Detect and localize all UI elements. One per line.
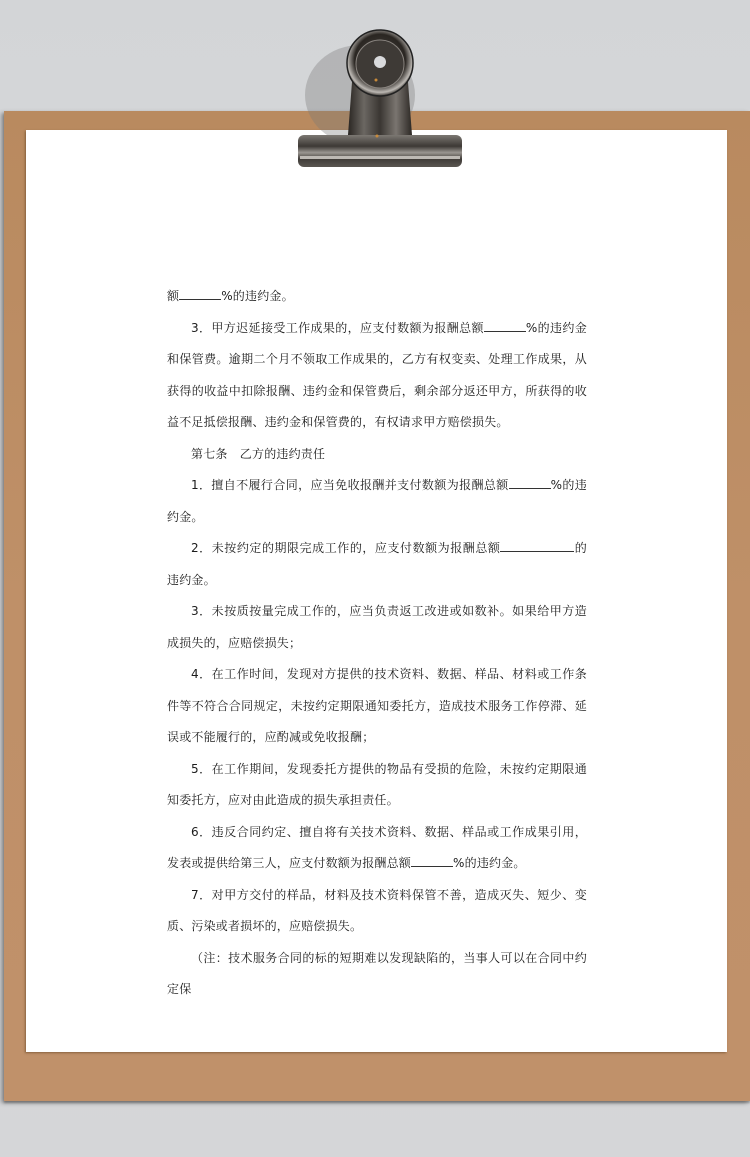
contract-text bbox=[167, 281, 587, 1006]
clause-3-quality: 3．未按质按量完成工作的，应当负责返工改进或如数补。如果给甲方造成损失的，应赔偿损失； bbox=[167, 604, 587, 650]
clause-3-party-a-delay bbox=[167, 313, 587, 439]
fill-blank[interactable] bbox=[509, 476, 551, 489]
clause-5-working-period: 5．在工作期间，发现委托方提供的物品有受损的危险，未按约定期限通知委托方，应对由此造成的损失承担责任。 bbox=[167, 761, 587, 807]
text-span: 6．违反合同约定、擅自将有关技术资料、数据、样品或工作成果引用，发表或提供给第三人，应支付数额为报酬总额 bbox=[167, 824, 587, 870]
text-span: %的违约金。 bbox=[453, 856, 526, 870]
text-span: 2．未按约定的期限完成工作的，应支付数额为报酬总额 bbox=[191, 541, 501, 555]
text-span: %的违约金。 bbox=[167, 478, 587, 524]
text-span: 额 bbox=[167, 289, 180, 303]
text-span: %的违约金和保管费。逾期二个月不领取工作成果的，乙方有权变卖、处理工作成果，从获得的收益中扣除报酬、违约金和保管费后，剩余部分返还甲方，所获得的收益不足抵偿报酬、违约金和保管费的，有权请求甲方赔偿损失。 bbox=[167, 320, 587, 429]
fill-blank[interactable] bbox=[179, 287, 221, 300]
clause-2-late-completion bbox=[167, 533, 587, 596]
fill-blank[interactable] bbox=[411, 854, 453, 867]
fill-blank[interactable] bbox=[484, 319, 526, 332]
paragraph-continuation bbox=[167, 281, 587, 313]
note-paragraph: （注：技术服务合同的标的短期难以发现缺陷的，当事人可以在合同中约定保 bbox=[167, 950, 587, 996]
clause-7-custody: 7．对甲方交付的样品，材料及技术资料保管不善，造成灭失、短少、变质、污染或者损坏的，应赔偿损失。 bbox=[167, 887, 587, 933]
text-span: 1．擅自不履行合同，应当免收报酬并支付数额为报酬总额 bbox=[191, 478, 509, 492]
clause-4-working-time: 4．在工作时间，发现对方提供的技术资料、数据、样品、材料或工作条件等不符合合同规定，未按约定期限通知委托方，造成技术服务工作停滞、延误或不能履行的，应酌减或免收报酬； bbox=[167, 667, 587, 744]
text-span: 3．甲方迟延接受工作成果的，应支付数额为报酬总额 bbox=[191, 320, 484, 335]
text-span: 的违约金。 bbox=[167, 541, 588, 587]
clause-6-disclosure bbox=[167, 817, 587, 880]
text-span: %的违约金。 bbox=[221, 289, 294, 303]
clause-1-nonperformance bbox=[167, 470, 587, 533]
fill-blank[interactable] bbox=[500, 539, 574, 552]
article-7-heading: 第七条 乙方的违约责任 bbox=[191, 446, 326, 461]
